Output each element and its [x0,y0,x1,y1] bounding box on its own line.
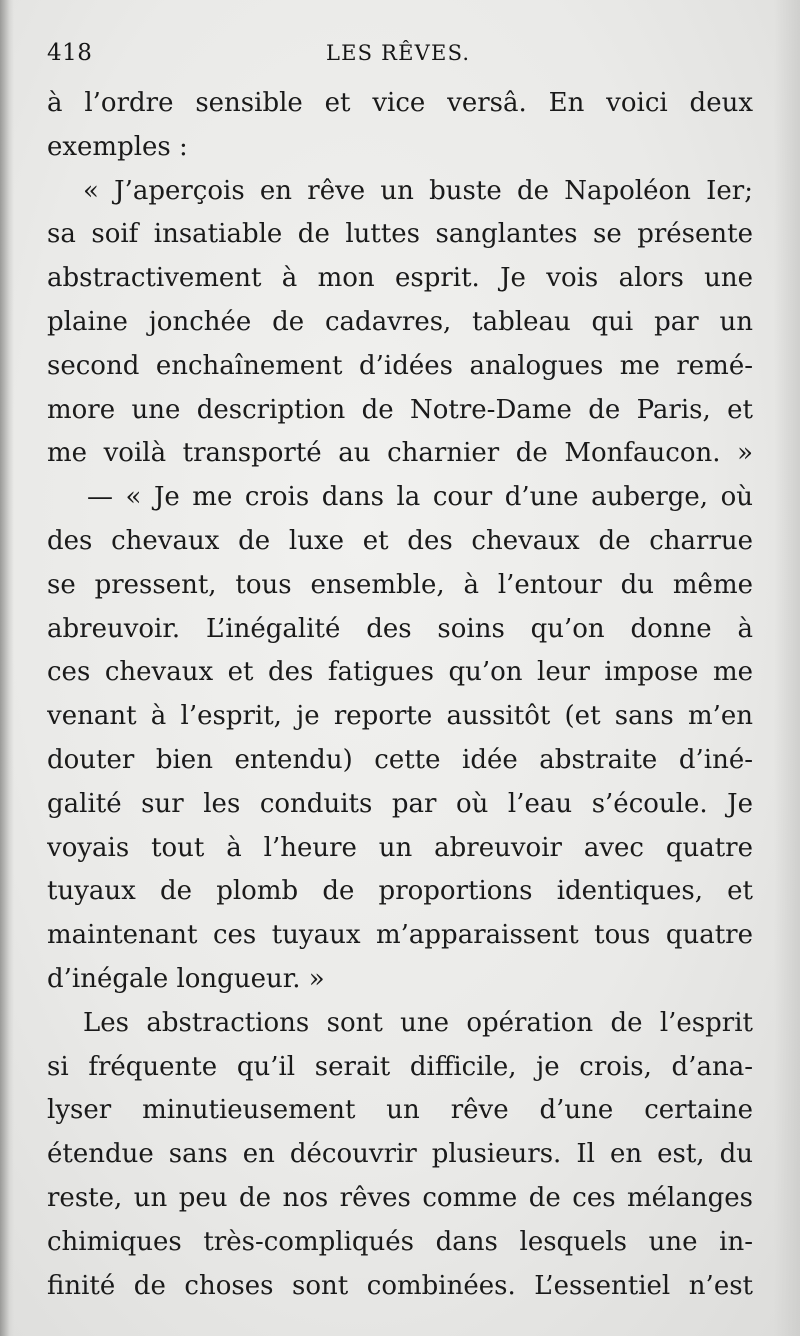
text-line: des chevaux de luxe et des chevaux de charrue [47,525,753,556]
text-line: galité sur les conduits par où l’eau s’écoule. Je [47,788,753,819]
text-line: abreuvoir. L’inégalité des soins qu’on donne à [47,613,753,644]
text-line: d’inégale longueur. » [47,963,325,994]
text-line: reste, un peu de nos rêves comme de ces mélanges [47,1182,753,1213]
page-edge-shadow [774,0,800,1336]
text-line: abstractivement à mon esprit. Je vois alors une [47,263,753,294]
text-line: — « Je me crois dans la cour d’une auberge, où [87,482,753,513]
text-line: à l’ordre sensible et vice versâ. En voici deux [47,88,753,118]
text-line: plaine jonchée de cadavres, tableau qui par un [47,306,753,337]
text-line: chimiques très-compliqués dans lesquels une in- [47,1226,753,1257]
text-line: se pressent, tous ensemble, à l’entour du même [47,569,753,600]
text-line: venant à l’esprit, je reporte aussitôt (et sans m’en [47,701,753,732]
text-line: si fréquente qu’il serait difficile, je crois, d’ana- [47,1051,753,1082]
text-line: second enchaînement d’idées analogues me remé- [47,350,753,381]
text-line: tuyaux de plomb de proportions identiques, et [47,876,753,907]
text-line: finité de choses sont combinées. L’essentiel n’est [47,1270,753,1301]
text-line: ces chevaux et des fatigues qu’on leur impose me [47,657,753,688]
text-line: exemples : [47,131,188,162]
running-title: LES RÊVES. [326,41,471,65]
text-line: étendue sans en découvrir plusieurs. Il en est, du [47,1139,753,1170]
text-line: douter bien entendu) cette idée abstraite d’iné- [47,744,753,775]
body-text [47,82,753,1308]
text-line: « J’aperçois en rêve un buste de Napoléon Ier; [83,175,753,206]
text-line: me voilà transporté au charnier de Monfaucon. » [47,438,753,469]
running-header [47,40,747,80]
text-line: lyser minutieusement un rêve d’une certaine [47,1095,753,1126]
text-line: more une description de Notre-Dame de Paris, et [47,394,753,425]
text-line: Les abstractions sont une opération de l’esprit [83,1007,753,1038]
text-line: sa soif insatiable de luttes sanglantes se présente [47,219,753,250]
text-line: voyais tout à l’heure un abreuvoir avec quatre [47,832,753,863]
page-gutter-shadow [0,0,14,1336]
page-number: 418 [47,40,93,66]
text-line: maintenant ces tuyaux m’apparaissent tous quatre [47,920,753,951]
